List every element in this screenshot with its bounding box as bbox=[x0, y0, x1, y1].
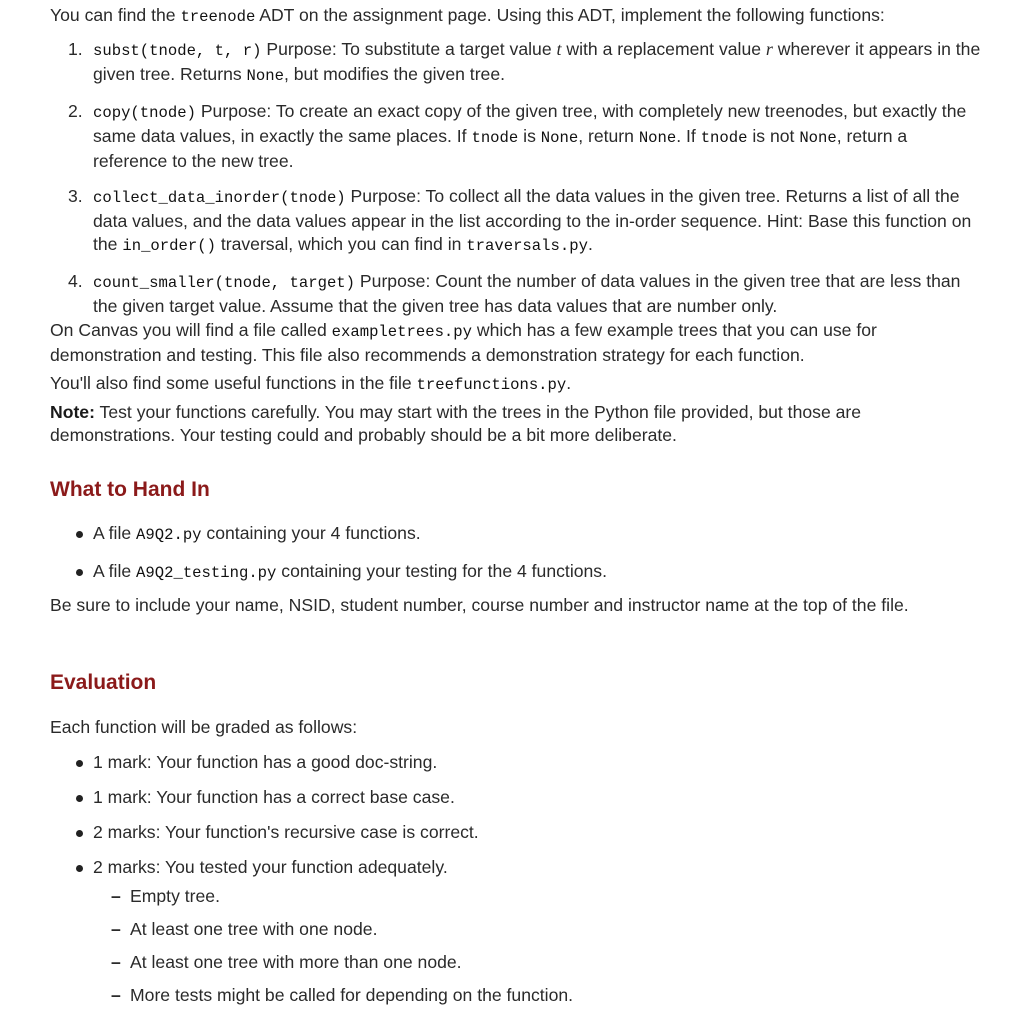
evaluation-list bbox=[50, 751, 985, 1007]
function-signature: subst(tnode, t, r) bbox=[93, 42, 262, 60]
note-paragraph: Note: Test your functions carefully. You may start with the trees in the Python file provided, but those are demonstrations. Your testing could and probably should be a bit more deliberate. bbox=[50, 402, 862, 445]
function-item-count-smaller: 4. count_smaller(tnode, target) Purpose: Count the number of data values in the given tree that are less than the given target value. Assume that the given tree has data values that are number only. bbox=[68, 271, 961, 316]
inline-code: tnode bbox=[471, 129, 519, 147]
canvas-paragraph: On Canvas you will find a file called exampletrees.py which has a few example trees that you can use for demonstration and testing. This file also recommends a demonstration strategy for each function. bbox=[50, 320, 877, 365]
inline-code: tnode bbox=[700, 129, 748, 147]
inline-code: in_order() bbox=[122, 237, 216, 255]
list-item: A file A9Q2.py containing your 4 functions. bbox=[50, 522, 985, 547]
dash-icon: – bbox=[111, 952, 121, 972]
sub-list bbox=[93, 885, 985, 1007]
bullet-icon bbox=[76, 795, 83, 802]
inline-code: None bbox=[540, 129, 579, 147]
evaluation-heading: Evaluation bbox=[50, 671, 157, 694]
bullet-icon bbox=[76, 760, 83, 767]
useful-functions-paragraph: You'll also find some useful functions in the file treefunctions.py. bbox=[50, 373, 572, 394]
bullet-icon bbox=[76, 531, 83, 538]
sub-list-item: – At least one tree with more than one node. bbox=[111, 952, 462, 972]
list-item: 1 mark: Your function has a good doc-string. bbox=[50, 751, 985, 774]
list-number: 2. bbox=[68, 101, 83, 121]
function-signature: copy(tnode) bbox=[93, 104, 196, 122]
dash-icon: – bbox=[111, 919, 121, 939]
dash-icon: – bbox=[111, 886, 121, 906]
handin-list bbox=[50, 522, 985, 585]
bullet-icon bbox=[76, 865, 83, 872]
inline-code: A9Q2.py bbox=[136, 526, 202, 544]
list-item: A file A9Q2_testing.py containing your testing for the 4 functions. bbox=[50, 560, 985, 585]
list-item: 1 mark: Your function has a correct base case. bbox=[50, 786, 985, 809]
list-number: 4. bbox=[68, 271, 83, 291]
list-number: 1. bbox=[68, 39, 83, 59]
inline-code: traversals.py bbox=[466, 237, 588, 255]
math-variable: r bbox=[765, 39, 773, 59]
function-item-copy: 2. copy(tnode) Purpose: To create an exact copy of the given tree, with completely new treenodes, but exactly the same data values, in exactly the same places. If tnode is None, return None. If tnode is not None, return a reference to the new tree. bbox=[68, 101, 967, 171]
list-item: 2 marks: You tested your function adequately. – Empty tree. – At least one tree with one node. – At least one tree with more than one node. – More tests might be called for depending on the function. bbox=[50, 856, 985, 1007]
evaluation-intro: Each function will be graded as follows: bbox=[50, 717, 358, 737]
bullet-icon bbox=[76, 569, 83, 576]
sub-list-item: – At least one tree with one node. bbox=[111, 919, 378, 939]
inline-code: None bbox=[246, 67, 284, 85]
note-label: Note: bbox=[50, 402, 95, 422]
inline-code: exampletrees.py bbox=[331, 323, 473, 341]
inline-code: treenode bbox=[180, 8, 256, 26]
list-item: 2 marks: Your function's recursive case is correct. bbox=[50, 821, 985, 844]
inline-code: treefunctions.py bbox=[416, 376, 567, 394]
function-signature: collect_data_inorder(tnode) bbox=[93, 189, 346, 207]
math-variable: t bbox=[556, 39, 562, 59]
function-item-collect: 3. collect_data_inorder(tnode) Purpose: To collect all the data values in the given tree. Returns a list of all the data values, and the data values appear in the list according to the in-order sequence. Hint: Base this function on the in_order() traversal, which you can find in traversals.py. bbox=[68, 186, 972, 255]
inline-code: None bbox=[799, 129, 837, 147]
sub-list-item: – More tests might be called for depending on the function. bbox=[111, 985, 574, 1005]
function-item-subst: 1. subst(tnode, t, r) Purpose: To substitute a target value t with a replacement value r wherever it appears in the given tree. Returns None, but modifies the given tree. bbox=[68, 39, 981, 85]
dash-icon: – bbox=[111, 985, 121, 1005]
inline-code: A9Q2_testing.py bbox=[136, 564, 277, 582]
sub-list-item: – Empty tree. bbox=[111, 886, 220, 906]
inline-code: None bbox=[638, 129, 677, 147]
bullet-icon bbox=[76, 830, 83, 837]
handin-note: Be sure to include your name, NSID, student number, course number and instructor name at the top of the file. bbox=[50, 595, 909, 615]
function-list bbox=[50, 38, 985, 330]
handin-heading: What to Hand In bbox=[50, 478, 210, 501]
intro-paragraph: You can find the treenode ADT on the assignment page. Using this ADT, implement the following functions: bbox=[50, 5, 885, 26]
function-signature: count_smaller(tnode, target) bbox=[93, 274, 356, 292]
list-number: 3. bbox=[68, 186, 83, 206]
